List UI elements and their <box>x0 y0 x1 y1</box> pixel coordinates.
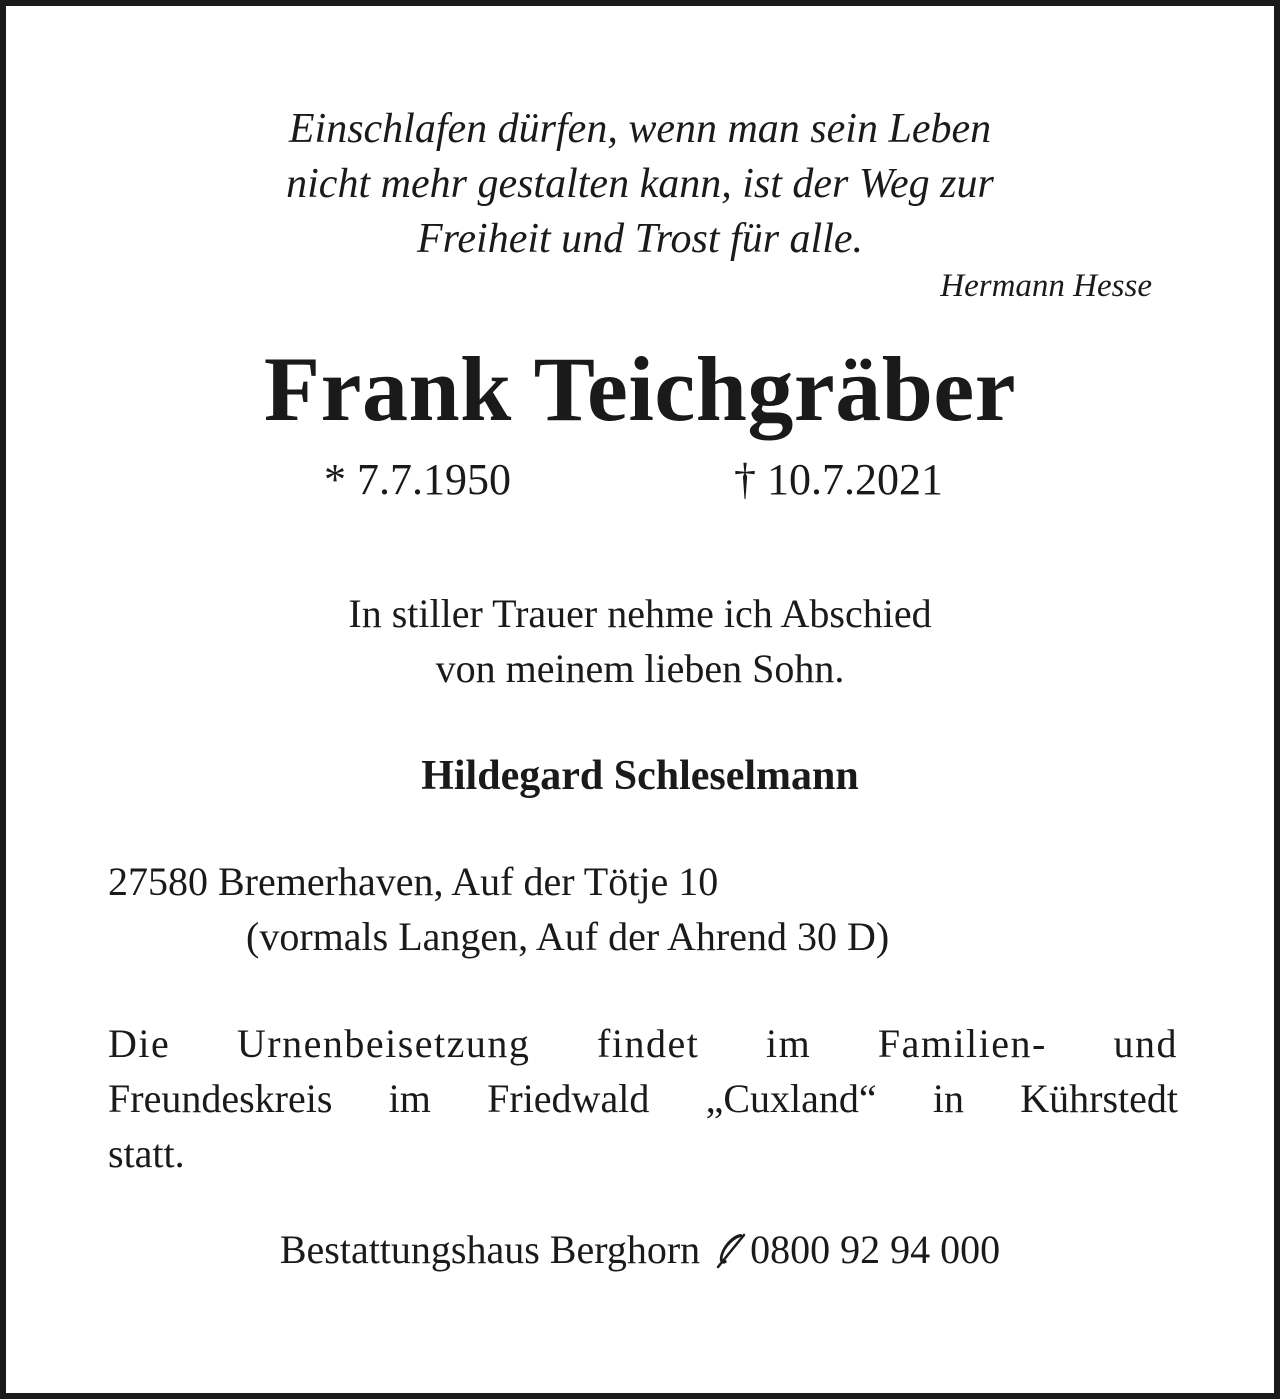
birth-date: * 7.7.1950 <box>324 455 511 504</box>
mourning-message-line-2: von meinem lieben Sohn. <box>435 646 845 691</box>
death-date: † 10.7.2021 <box>734 455 943 504</box>
signer-name: Hildegard Schleselmann <box>421 753 859 799</box>
funeral-home-footer <box>6 1226 1274 1273</box>
address-line-1: 27580 Bremerhaven, Auf der Tötje 10 <box>108 859 719 904</box>
quote-line-1: Einschlafen dürfen, wenn man sein Leben <box>288 106 992 152</box>
quote-line-2: nicht mehr gestalten kann, ist der Weg zur <box>286 161 994 207</box>
burial-notice-text-1: Die Urnenbeisetzung findet im Familien- und <box>108 1021 1178 1066</box>
funeral-home-name: Bestattungshaus Berghorn <box>279 1227 701 1272</box>
deceased-name: Frank Teichgräber <box>263 338 1017 440</box>
burial-notice-text-2: Freundeskreis im Friedwald „Cuxland“ in Kührstedt <box>108 1076 1178 1121</box>
burial-notice-line-3: statt. <box>108 1131 185 1176</box>
burial-notice-line-1 <box>108 1016 1178 1071</box>
mourning-message-line-1: In stiller Trauer nehme ich Abschied <box>348 591 932 636</box>
quote-author: Hermann Hesse <box>940 268 1152 304</box>
address-line-2: (vormals Langen, Auf der Ahrend 30 D) <box>246 914 890 959</box>
burial-notice-line-2 <box>108 1071 1178 1126</box>
phone-icon <box>714 1231 746 1269</box>
quote-line-3: Freiheit und Trost für alle. <box>416 216 864 262</box>
funeral-home-phone[interactable]: 0800 92 94 000 <box>750 1227 1001 1272</box>
